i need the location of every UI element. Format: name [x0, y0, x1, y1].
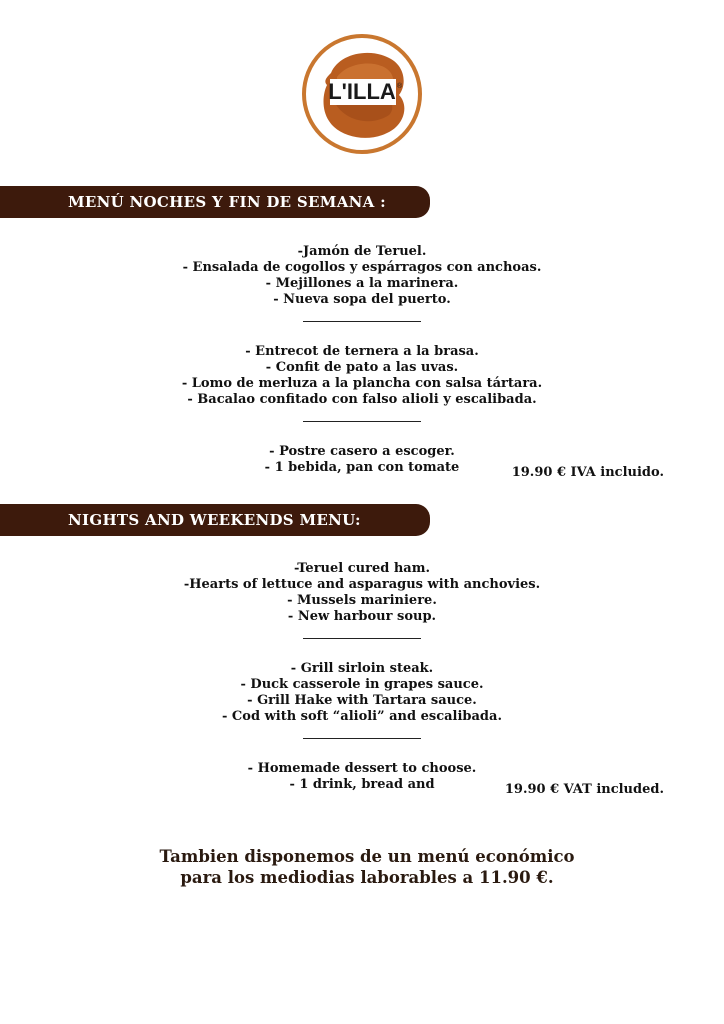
menu-item: - Homemade dessert to choose.	[247, 761, 477, 776]
menu-item: - Duck casserole in grapes sauce.	[240, 677, 484, 692]
footer-note	[0, 846, 724, 888]
spanish-price: 19.90 € IVA incluido.	[511, 465, 664, 480]
divider	[303, 321, 421, 322]
divider	[303, 638, 421, 639]
menu-item: -Hearts of lettuce and asparagus with anchovies.	[183, 577, 541, 592]
menu-item: - Nueva sopa del puerto.	[273, 292, 451, 307]
lilla-logo	[301, 33, 423, 155]
footer-line-2: para los mediodias laborables a 11.90 €.	[180, 868, 554, 887]
menu-item: - 1 drink, bread and	[289, 777, 435, 792]
english-price: 19.90 € VAT included.	[504, 782, 664, 797]
divider	[303, 738, 421, 739]
menu-item: -Teruel cured ham.	[294, 561, 430, 576]
menu-item: - Ensalada de cogollos y espárragos con anchoas.	[182, 260, 542, 275]
menu-item: - Bacalao confitado con falso alioli y escalibada.	[187, 392, 537, 407]
divider	[303, 421, 421, 422]
menu-item: - Grill sirloin steak.	[290, 661, 434, 676]
menu-item: - New harbour soup.	[287, 609, 437, 624]
english-menu-banner	[0, 504, 430, 536]
menu-item: -Jamón de Teruel.	[297, 244, 427, 259]
english-menu-title: NIGHTS AND WEEKENDS MENU:	[68, 511, 361, 529]
menu-item: - Lomo de merluza a la plancha con salsa tártara.	[181, 376, 543, 391]
english-menu-section	[0, 561, 724, 793]
spanish-menu-banner	[0, 186, 430, 218]
menu-item: - Mussels mariniere.	[287, 593, 437, 608]
menu-item: - Cod with soft “alioli” and escalibada.	[222, 709, 502, 724]
menu-item: - Confit de pato a las uvas.	[265, 360, 459, 375]
footer-line-1: Tambien disponemos de un menú económico	[159, 847, 575, 866]
menu-item: - Grill Hake with Tartara sauce.	[247, 693, 477, 708]
menu-item: - Entrecot de ternera a la brasa.	[245, 344, 479, 359]
spanish-menu-title: MENÚ NOCHES Y FIN DE SEMANA :	[68, 193, 386, 211]
spanish-menu-section	[0, 244, 724, 476]
menu-item: - 1 bebida, pan con tomate	[264, 460, 460, 475]
menu-item: - Mejillones a la marinera.	[265, 276, 459, 291]
logo-text: L'ILLA	[328, 79, 396, 104]
menu-item: - Postre casero a escoger.	[269, 444, 455, 459]
registered-mark: ®	[397, 83, 403, 90]
